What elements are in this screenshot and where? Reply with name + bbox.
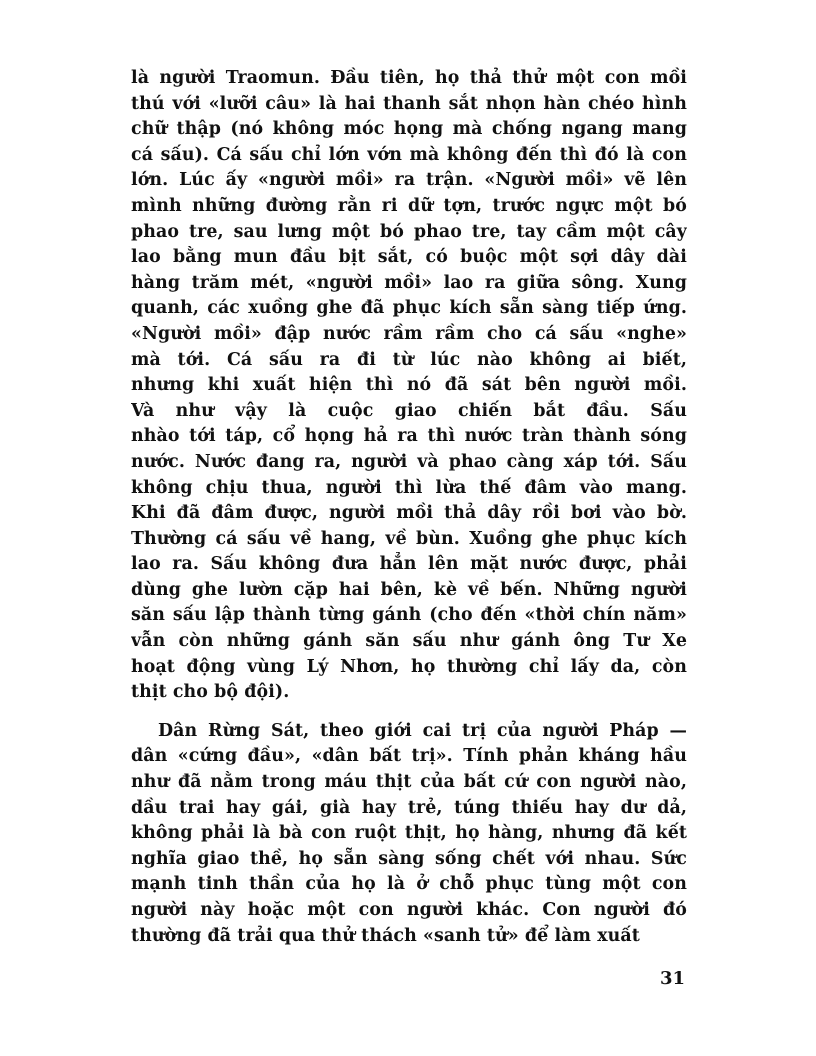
text-line: Thường cá sấu về hang, về bùn. Xuồng ghe phục kích [131,528,687,549]
text-line: thú với «lưỡi câu» là hai thanh sắt nhọn hàn chéo hình [131,93,687,114]
text-line: Khi đã đâm được, người mồi thả dây rồi bơi vào bờ. [131,503,687,524]
text-line: dân «cứng đầu», «dân bất trị». Tính phản kháng hầu [131,746,687,767]
text-line: lao bằng mun đầu bịt sắt, có buộc một sợi dây dài [131,247,687,268]
text-line: là người Traomun. Đầu tiên, họ thả thử một con mồi [131,68,687,88]
text-line: không chịu thua, người thì lừa thế đâm vào mang. [131,477,687,498]
text-line: phao tre, sau lưng một bó phao tre, tay cầm một cây [131,221,687,242]
text-line: mình những đường rằn ri dữ tợn, trước ngực một bó [131,195,687,216]
body-text [131,66,687,949]
text-line: hàng trăm mét, «người mồi» lao ra giữa sông. Xung [131,272,687,293]
text-line: săn sấu lập thành từng gánh (cho đến «thời chín năm» [131,605,687,626]
text-line: dùng ghe lườn cặp hai bên, kè về bến. Những người [131,579,687,600]
text-line: «Người mồi» đập nước rầm rầm cho cá sấu «nghe» [131,323,687,344]
text-line: hoạt động vùng Lý Nhơn, họ thường chỉ lấy da, còn [131,656,687,677]
text-line: lớn. Lúc ấy «người mồi» ra trận. «Người mồi» vẽ lên [131,170,687,191]
text-line: Và như vậy là cuộc giao chiến bắt đầu. Sấu [131,400,687,421]
text-line: thường đã trải qua thử thách «sanh tử» để làm xuất [131,925,640,946]
text-line: thịt cho bộ đội). [131,682,290,703]
text-line: nhưng khi xuất hiện thì nó đã sát bên người mồi. [131,375,687,396]
text-line: không phải là bà con ruột thịt, họ hàng, nhưng đã kết [131,823,687,844]
page-number: 31 [660,968,686,989]
text-line: nhào tới táp, cổ họng hả ra thì nước tràn thành sóng [131,426,687,447]
paragraph-1 [131,66,687,706]
text-line: chữ thập (nó không móc họng mà chống ngang mang [131,119,687,140]
text-line: người này hoặc một con người khác. Con người đó [131,900,687,920]
text-line: lao ra. Sấu không đưa hẳn lên mặt nước được, phải [131,554,687,575]
text-line: như đã nằm trong máu thịt của bất cứ con người nào, [131,772,687,793]
text-line: nước. Nước đang ra, người và phao càng xáp tới. Sấu [131,451,687,472]
paragraph-2 [131,719,687,949]
text-line: dầu trai hay gái, già hay trẻ, túng thiếu hay dư dả, [131,797,687,818]
text-line: Dân Rừng Sát, theo giới cai trị của người Pháp — [158,720,687,741]
text-line: cá sấu). Cá sấu chỉ lớn vớn mà không đến thì đó là con [131,144,687,165]
text-line: mạnh tinh thần của họ là ở chỗ phục tùng một con [131,874,687,895]
text-line: mà tới. Cá sấu ra đi từ lúc nào không ai biết, [131,349,687,370]
text-line: nghĩa giao thề, họ sẵn sàng sống chết với nhau. Sức [131,848,687,869]
text-line: quanh, các xuồng ghe đã phục kích sẵn sàng tiếp ứng. [131,298,687,319]
text-line: vẫn còn những gánh săn sấu như gánh ông Tư Xe [131,631,687,652]
